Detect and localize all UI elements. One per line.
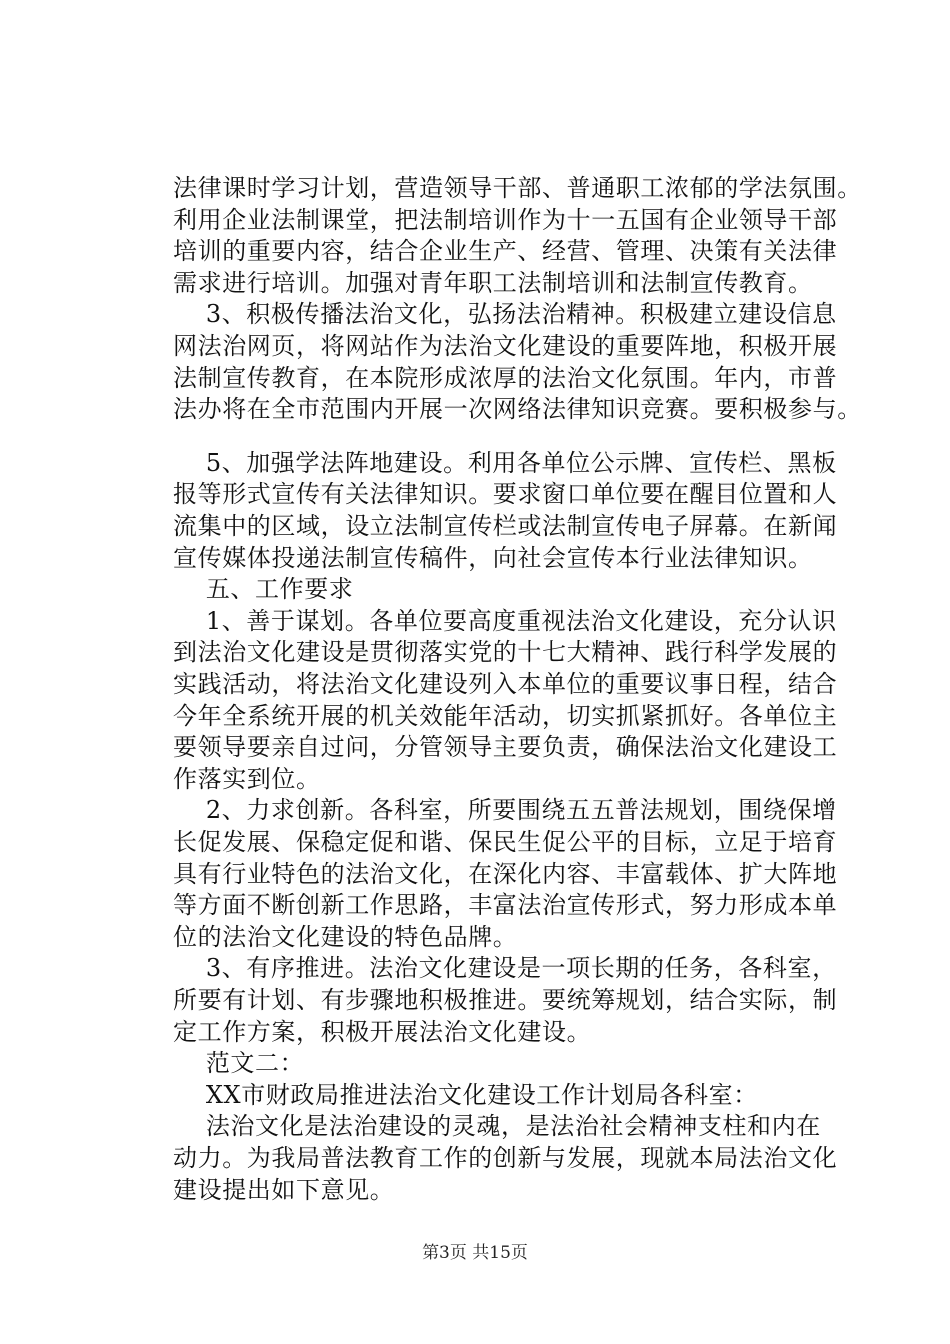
- body-text-line: 动力。为我局普法教育工作的创新与发展，现就本局法治文化: [173, 1144, 838, 1172]
- body-text-line: 法治文化是法治建设的灵魂，是法治社会精神支柱和内在: [173, 1112, 821, 1140]
- body-text-line: 要领导要亲自过问，分管领导主要负责，确保法治文化建设工: [173, 733, 838, 761]
- body-text-line: 流集中的区域，设立法制宣传栏或法制宣传电子屏幕。在新闻: [173, 512, 838, 540]
- body-text-line: 等方面不断创新工作思路，丰富法治宣传形式，努力形成本单: [173, 891, 838, 919]
- body-text-line: 法办将在全市范围内开展一次网络法律知识竞赛。要积极参与。: [173, 395, 862, 423]
- page-footer: 第3页 共15页: [422, 1243, 528, 1263]
- body-text-line: 法制宣传教育，在本院形成浓厚的法治文化氛围。年内，市普: [173, 364, 838, 392]
- body-text-line: 法律课时学习计划，营造领导干部、普通职工浓郁的学法氛围。: [173, 174, 862, 202]
- section-heading: 五、工作要求: [173, 575, 354, 603]
- body-text-line: 定工作方案，积极开展法治文化建设。: [173, 1018, 592, 1046]
- body-text-line: 需求进行培训。加强对青年职工法制培训和法制宣传教育。: [173, 269, 813, 297]
- body-text-line: 位的法治文化建设的特色品牌。: [173, 923, 518, 951]
- body-text-line: XX市财政局推进法治文化建设工作计划局各科室：: [173, 1081, 758, 1109]
- body-text-line: 培训的重要内容，结合企业生产、经营、管理、决策有关法律: [173, 237, 838, 265]
- body-text-line: 5、加强学法阵地建设。利用各单位公示牌、宣传栏、黑板: [173, 449, 837, 477]
- body-text-line: 建设提出如下意见。: [173, 1176, 395, 1204]
- body-text-line: 3、积极传播法治文化，弘扬法治精神。积极建立建设信息: [173, 300, 837, 328]
- body-text-line: 具有行业特色的法治文化，在深化内容、丰富载体、扩大阵地: [173, 860, 838, 888]
- body-text-line: 报等形式宣传有关法律知识。要求窗口单位要在醒目位置和人: [173, 480, 838, 508]
- body-text-line: 所要有计划、有步骤地积极推进。要统筹规划，结合实际，制: [173, 986, 838, 1014]
- body-text-line: 长促发展、保稳定促和谐、保民生促公平的目标，立足于培育: [173, 828, 838, 856]
- body-text-line: 利用企业法制课堂，把法制培训作为十一五国有企业领导干部: [173, 206, 838, 234]
- body-text-line: 网法治网页，将网站作为法治文化建设的重要阵地，积极开展: [173, 332, 838, 360]
- body-text-line: 宣传媒体投递法制宣传稿件，向社会宣传本行业法律知识。: [173, 544, 813, 572]
- body-text-line: 2、力求创新。各科室，所要围绕五五普法规划，围绕保增: [173, 796, 837, 824]
- body-text-line: 范文二：: [173, 1049, 305, 1077]
- body-text-line: 实践活动，将法治文化建设列入本单位的重要议事日程，结合: [173, 670, 838, 698]
- body-text-line: 3、有序推进。法治文化建设是一项长期的任务，各科室，: [173, 954, 837, 982]
- body-text-line: 到法治文化建设是贯彻落实党的十七大精神、践行科学发展的: [173, 638, 838, 666]
- body-text-line: 作落实到位。: [173, 765, 321, 793]
- body-text-line: 今年全系统开展的机关效能年活动，切实抓紧抓好。各单位主: [173, 702, 838, 730]
- body-text-line: 1、善于谋划。各单位要高度重视法治文化建设，充分认识: [173, 607, 837, 635]
